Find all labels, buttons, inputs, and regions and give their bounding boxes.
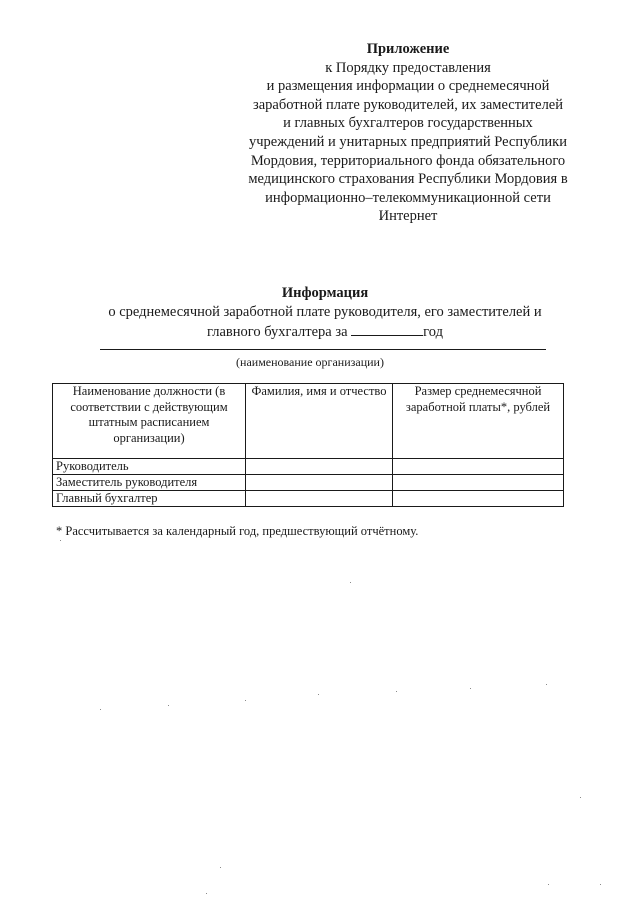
year-prefix: главного бухгалтера за [207, 323, 348, 340]
scan-speck [220, 867, 221, 868]
footnote: * Рассчитывается за календарный год, предшествующий отчётному. [56, 524, 419, 538]
table-row [53, 475, 564, 491]
cell-position: Руководитель [53, 459, 246, 475]
table-row [53, 459, 564, 475]
scan-speck [600, 884, 601, 885]
cell-full-name[interactable] [246, 459, 393, 475]
cell-full-name[interactable] [246, 475, 393, 491]
scan-speck [580, 797, 581, 798]
scan-speck [318, 694, 319, 695]
organization-name-field[interactable] [100, 349, 546, 350]
scan-speck [168, 705, 169, 706]
scan-speck [548, 884, 549, 885]
appendix-line: заработной плате руководителей, их заместителей [252, 96, 563, 113]
year-blank-field[interactable] [351, 322, 423, 336]
scan-speck [60, 540, 61, 541]
scan-speck [546, 684, 547, 685]
scan-speck [350, 582, 351, 583]
scan-speck [396, 691, 397, 692]
appendix-line: информационно–телекоммуникационной сети [265, 189, 551, 206]
appendix-line: и главных бухгалтеров государственных [283, 115, 533, 132]
appendix-title: Приложение [366, 41, 450, 57]
appendix-line: Мордовия, территориального фонда обязательного [250, 152, 566, 169]
cell-position: Главный бухгалтер [53, 491, 246, 507]
cell-salary[interactable] [393, 475, 564, 491]
info-subtitle [60, 303, 590, 341]
appendix-line: и размещения информации о среднемесячной [266, 78, 550, 95]
header-position: Наименование должности (в соответствии с действующим штатным расписанием организации) [53, 384, 246, 459]
table-row [53, 491, 564, 507]
scan-speck [100, 709, 101, 710]
cell-full-name[interactable] [246, 491, 393, 507]
organization-caption: (наименование организации) [236, 355, 384, 369]
scan-speck [470, 688, 471, 689]
info-subtitle-line1: о среднемесячной заработной плате руководителя, его заместителей и [108, 304, 542, 320]
cell-salary[interactable] [393, 459, 564, 475]
info-title: Информация [281, 285, 369, 301]
scan-speck [245, 700, 246, 701]
header-full-name: Фамилия, имя и отчество [246, 384, 393, 459]
cell-salary[interactable] [393, 491, 564, 507]
salary-table [52, 383, 564, 507]
cell-position: Заместитель руководителя [53, 475, 246, 491]
table-header-row [53, 384, 564, 459]
info-subtitle-line2 [60, 322, 590, 342]
appendix-line: к Порядку предоставления [325, 59, 491, 76]
appendix-line: Интернет [378, 208, 438, 225]
appendix-line: учреждений и унитарных предприятий Республики [249, 133, 567, 150]
scan-speck [206, 893, 207, 894]
year-suffix: год [423, 323, 443, 340]
header-salary: Размер среднемесячной заработной платы*, рублей [393, 384, 564, 459]
appendix-line: медицинского страхования Республики Мордовия в [248, 171, 568, 188]
appendix-block [228, 40, 588, 226]
